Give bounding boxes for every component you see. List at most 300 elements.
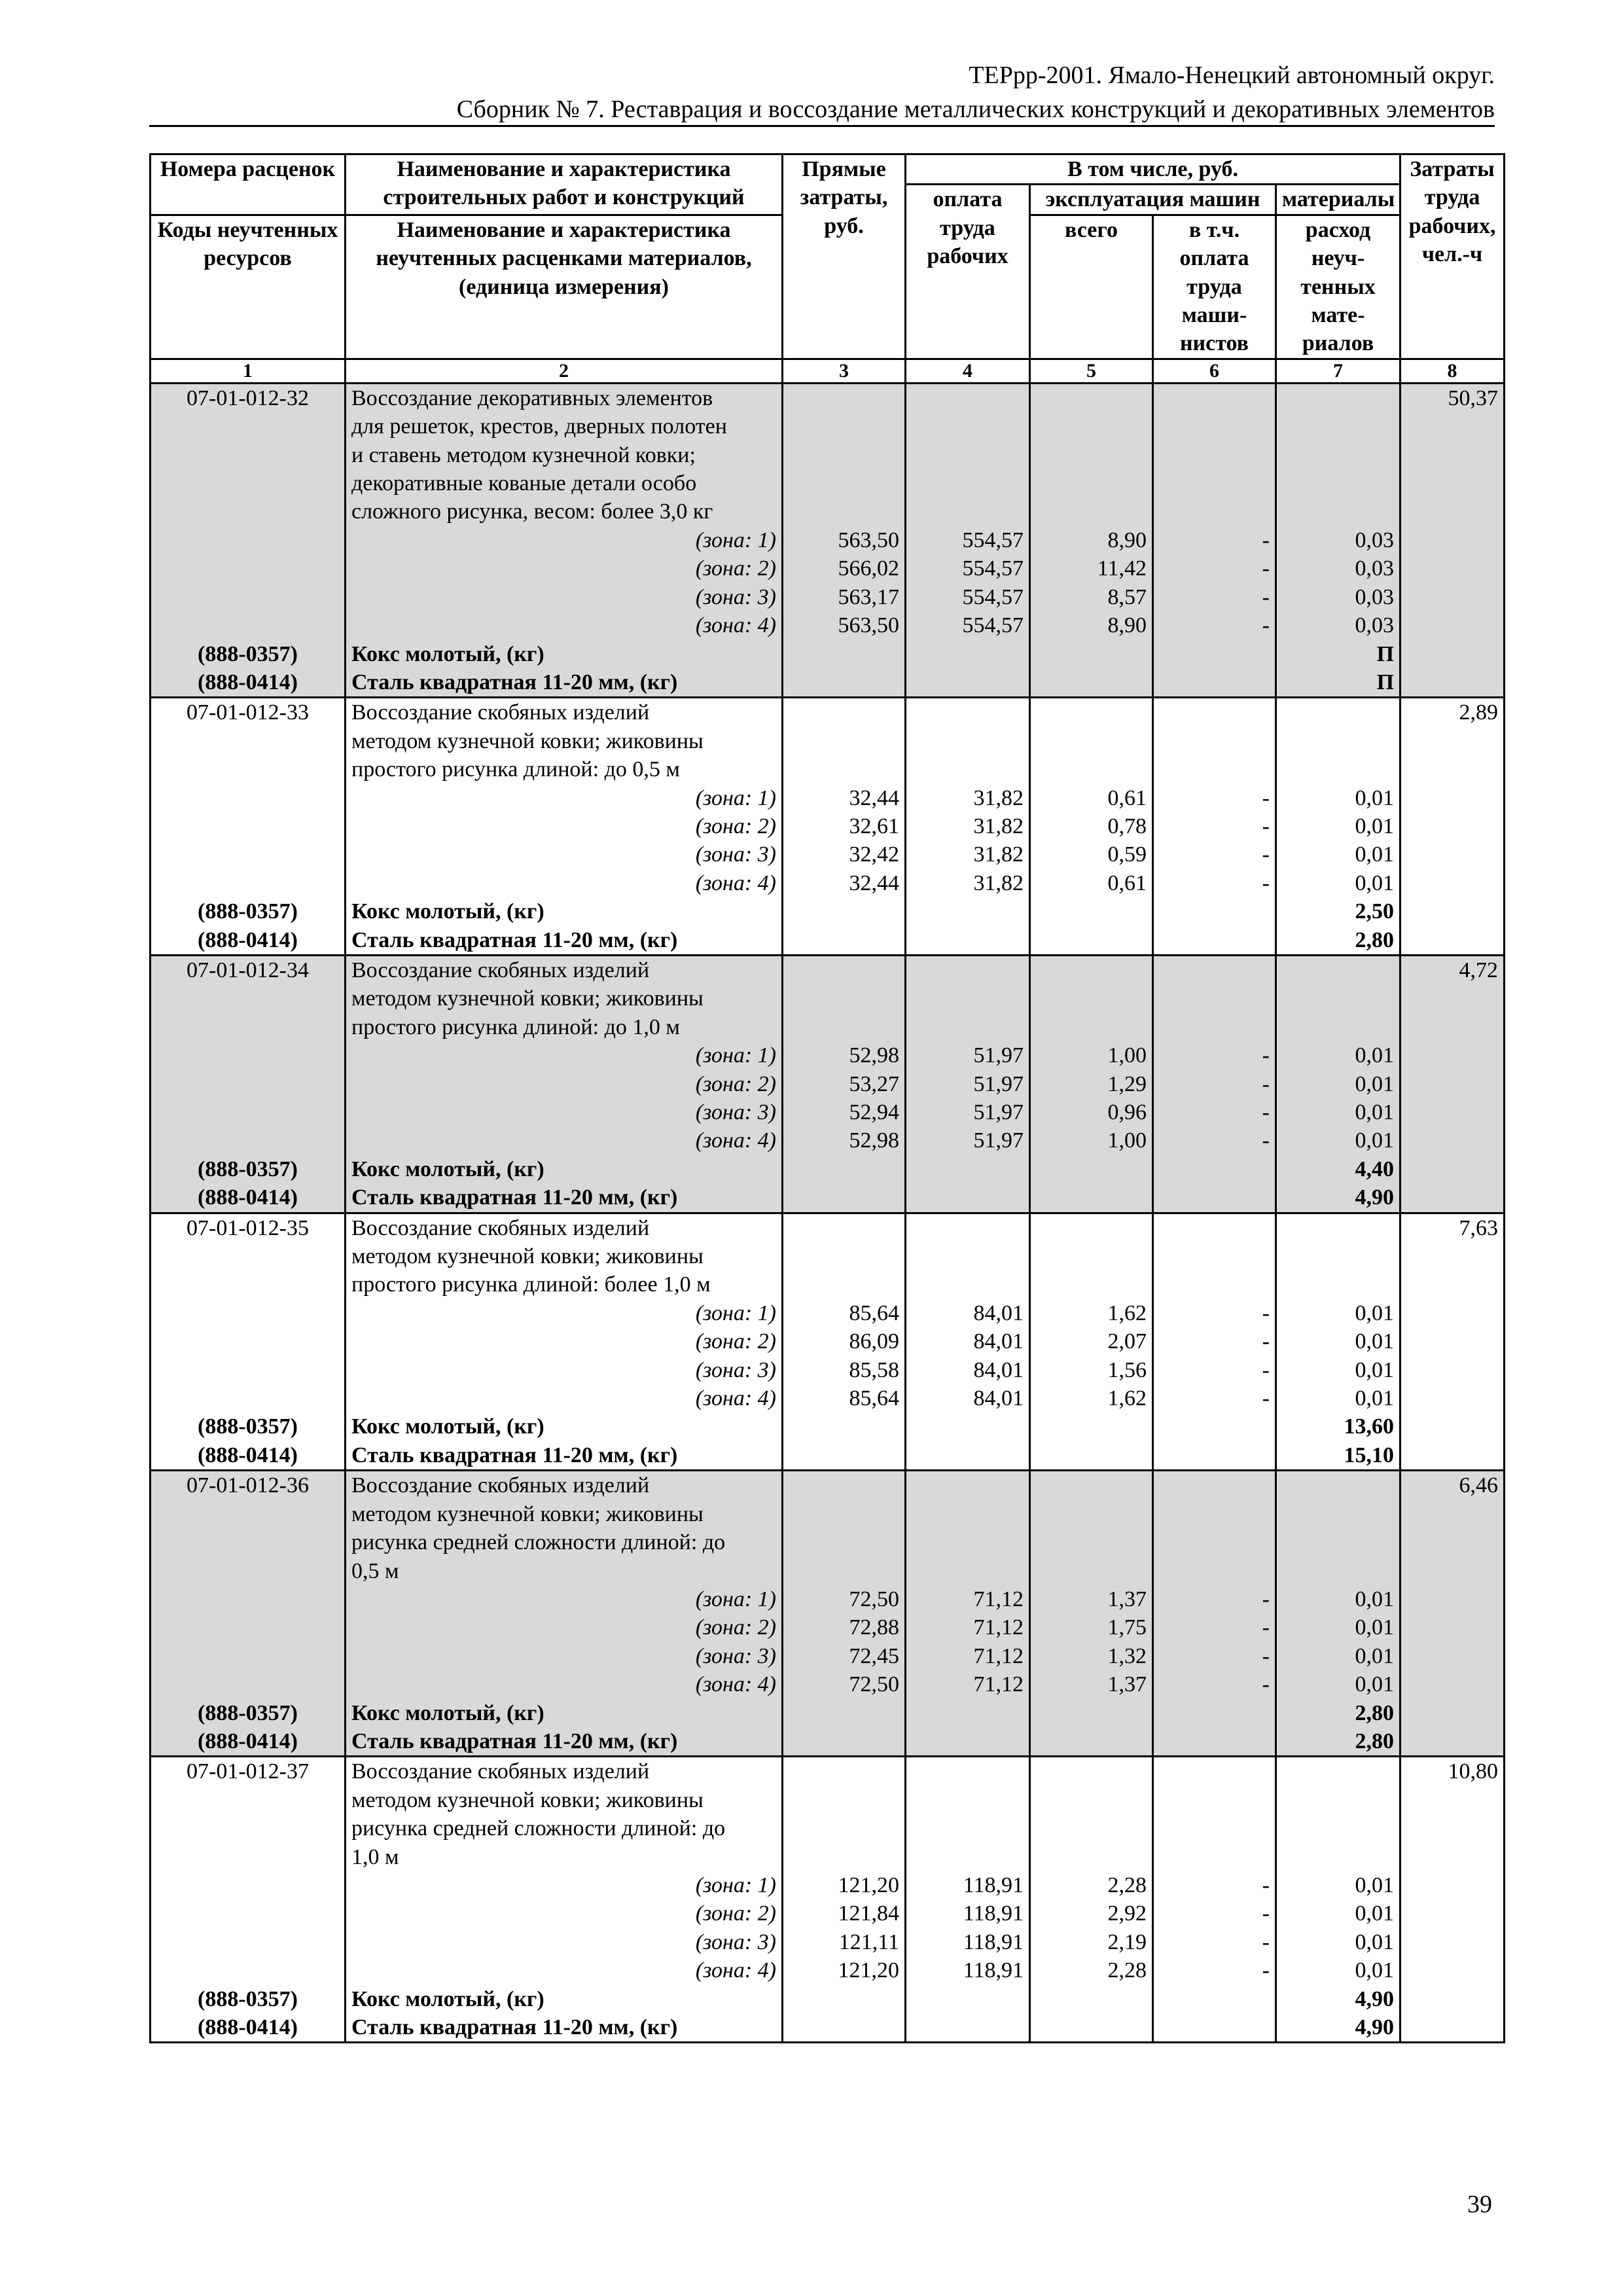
column-number: 3 [783,359,906,383]
resource-code: (888-0357) [151,1699,346,1727]
work-description-line: методом кузнечной ковки; жиковины [346,1786,783,1814]
worker-wage: 51,97 [906,1098,1030,1126]
operator-wage: - [1153,1613,1276,1641]
table-row [151,383,1505,412]
empty-cell [1153,1814,1276,1842]
table-row [151,1727,1505,1757]
empty-cell [783,1699,906,1727]
operator-wage: - [1153,1356,1276,1384]
empty-cell [1276,984,1400,1013]
operator-wage: - [1153,1585,1276,1613]
table-row [151,668,1505,698]
empty-cell [906,1471,1030,1500]
worker-wage: 118,91 [906,1928,1030,1956]
column-number: 4 [906,359,1030,383]
worker-wage: 84,01 [906,1299,1030,1327]
empty-cell [1276,1242,1400,1270]
empty-cell [906,1155,1030,1183]
empty-cell [1030,1843,1153,1871]
empty-cell [1400,1098,1505,1126]
table-row [151,1871,1505,1899]
empty-cell [1153,698,1276,727]
table-row [151,1270,1505,1299]
work-description-line: методом кузнечной ковки; жиковины [346,984,783,1013]
table-row [151,1699,1505,1727]
empty-cell [783,441,906,469]
machine-cost: 0,78 [1030,812,1153,840]
empty-cell [151,1384,346,1412]
empty-cell [1030,1242,1153,1270]
empty-cell [1153,412,1276,440]
zone-label: (зона: 4) [346,1956,783,1984]
empty-cell [783,1213,906,1242]
worker-wage: 51,97 [906,1070,1030,1098]
column-number: 2 [346,359,783,383]
worker-wage: 554,57 [906,554,1030,583]
empty-cell [1400,1356,1505,1384]
empty-cell [151,784,346,812]
empty-cell [151,412,346,440]
empty-cell [1030,727,1153,755]
table-row [151,554,1505,583]
empty-cell [783,640,906,668]
empty-cell [1153,1441,1276,1471]
empty-cell [1030,955,1153,984]
resource-name: Сталь квадратная 11-20 мм, (кг) [346,668,783,698]
empty-cell [1030,1013,1153,1041]
machine-cost: 8,90 [1030,611,1153,639]
empty-cell [1400,1384,1505,1412]
operator-wage: - [1153,784,1276,812]
header-machine-operation: эксплуатация машин [1030,185,1276,215]
table-row [151,1928,1505,1956]
table-row [151,497,1505,526]
empty-cell [1030,1270,1153,1299]
empty-cell [1153,1843,1276,1871]
resource-consumption: П [1276,640,1400,668]
work-description-line: простого рисунка длиной: до 1,0 м [346,1013,783,1041]
zone-label: (зона: 2) [346,1327,783,1355]
empty-cell [1030,1155,1153,1183]
empty-cell [1030,1183,1153,1213]
operator-wage: - [1153,1899,1276,1928]
table-row [151,1155,1505,1183]
rate-code: 07-01-012-37 [151,1757,346,1786]
empty-cell [1400,755,1505,783]
table-row [151,412,1505,440]
empty-cell [1400,1557,1505,1585]
empty-cell [151,611,346,639]
empty-cell [1153,1985,1276,2013]
empty-cell [783,727,906,755]
zone-label: (зона: 1) [346,1299,783,1327]
operator-wage: - [1153,1871,1276,1899]
worker-wage: 71,12 [906,1585,1030,1613]
empty-cell [783,1757,906,1786]
resource-name: Кокс молотый, (кг) [346,1155,783,1183]
worker-wage: 554,57 [906,583,1030,611]
empty-cell [783,1500,906,1528]
empty-cell [151,526,346,554]
empty-cell [1276,1557,1400,1585]
zone-label: (зона: 2) [346,1899,783,1928]
empty-cell [1030,1471,1153,1500]
machine-cost: 1,32 [1030,1642,1153,1670]
zone-label: (зона: 2) [346,1070,783,1098]
empty-cell [1153,1242,1276,1270]
direct-cost: 121,11 [783,1928,906,1956]
operator-wage: - [1153,1956,1276,1984]
empty-cell [1400,441,1505,469]
empty-cell [906,1843,1030,1871]
empty-cell [1276,727,1400,755]
empty-cell [1400,1528,1505,1556]
material-cost: 0,03 [1276,526,1400,554]
table-row [151,1843,1505,1871]
direct-cost: 72,50 [783,1585,906,1613]
page-number: 39 [1467,2191,1492,2218]
column-number: 1 [151,359,346,383]
empty-cell [1030,755,1153,783]
empty-cell [1276,1013,1400,1041]
direct-cost: 72,88 [783,1613,906,1641]
column-number: 5 [1030,359,1153,383]
empty-cell [906,469,1030,497]
rate-code: 07-01-012-36 [151,1471,346,1500]
empty-cell [151,1500,346,1528]
work-description-line: сложного рисунка, весом: более 3,0 кг [346,497,783,526]
empty-cell [151,497,346,526]
empty-cell [1276,1500,1400,1528]
empty-cell [1400,1299,1505,1327]
empty-cell [1400,1585,1505,1613]
empty-cell [1153,1786,1276,1814]
empty-cell [783,668,906,698]
zone-label: (зона: 1) [346,1585,783,1613]
direct-cost: 32,61 [783,812,906,840]
empty-cell [783,1843,906,1871]
rate-code: 07-01-012-35 [151,1213,346,1242]
empty-cell [151,1098,346,1126]
empty-cell [906,1183,1030,1213]
empty-cell [151,1013,346,1041]
empty-cell [906,412,1030,440]
empty-cell [1400,1013,1505,1041]
table-row [151,611,1505,639]
direct-cost: 121,84 [783,1899,906,1928]
resource-consumption: 4,90 [1276,2013,1400,2043]
empty-cell [1400,1613,1505,1641]
machine-cost: 1,29 [1030,1070,1153,1098]
empty-cell [1276,1213,1400,1242]
empty-cell [783,1155,906,1183]
work-description-line: рисунка средней сложности длиной: до [346,1528,783,1556]
resource-consumption: 2,80 [1276,1727,1400,1757]
direct-cost: 563,17 [783,583,906,611]
header-worker-wages: оплата труда рабочих [906,185,1030,359]
empty-cell [906,497,1030,526]
empty-cell [906,383,1030,412]
empty-cell [1153,1270,1276,1299]
resource-code: (888-0357) [151,1985,346,2013]
empty-cell [1400,1500,1505,1528]
worker-wage: 554,57 [906,526,1030,554]
empty-cell [783,897,906,925]
machine-cost: 1,62 [1030,1384,1153,1412]
table-row [151,1098,1505,1126]
empty-cell [1030,1528,1153,1556]
empty-cell [1400,1814,1505,1842]
empty-cell [1400,784,1505,812]
table-row [151,869,1505,897]
rate-item [151,1213,1505,1471]
direct-cost: 86,09 [783,1327,906,1355]
work-description-line: Воссоздание скобяных изделий [346,1757,783,1786]
worker-wage: 84,01 [906,1327,1030,1355]
table-row [151,1500,1505,1528]
empty-cell [783,1441,906,1471]
running-header-title: ТЕРрр-2001. Ямало-Ненецкий автономный округ. [969,62,1495,89]
empty-cell [906,926,1030,956]
worker-wage: 71,12 [906,1613,1030,1641]
empty-cell [151,1956,346,1984]
empty-cell [1400,812,1505,840]
table-row [151,640,1505,668]
empty-cell [783,412,906,440]
resource-name: Кокс молотый, (кг) [346,1412,783,1441]
table-row [151,1814,1505,1842]
empty-cell [1153,1528,1276,1556]
material-cost: 0,01 [1276,840,1400,869]
worker-wage: 84,01 [906,1384,1030,1412]
worker-wage: 51,97 [906,1041,1030,1069]
empty-cell [1153,1757,1276,1786]
resource-consumption: 2,80 [1276,926,1400,956]
empty-cell [1276,1528,1400,1556]
empty-cell [1030,1985,1153,2013]
empty-cell [1400,984,1505,1013]
empty-cell [1030,2013,1153,2043]
empty-cell [1400,554,1505,583]
empty-cell [906,1500,1030,1528]
empty-cell [1400,640,1505,668]
empty-cell [151,583,346,611]
table-row [151,1327,1505,1355]
table-row [151,1985,1505,2013]
empty-cell [1400,497,1505,526]
zone-label: (зона: 1) [346,784,783,812]
operator-wage: - [1153,583,1276,611]
resource-name: Кокс молотый, (кг) [346,1699,783,1727]
resource-code: (888-0414) [151,668,346,698]
empty-cell [151,1613,346,1641]
material-cost: 0,01 [1276,1642,1400,1670]
empty-cell [1400,1183,1505,1213]
empty-cell [783,1412,906,1441]
empty-cell [1153,668,1276,698]
resource-code: (888-0357) [151,1412,346,1441]
operator-wage: - [1153,1041,1276,1069]
header-rule [149,125,1495,127]
empty-cell [783,984,906,1013]
empty-cell [1153,1727,1276,1757]
empty-cell [1400,1985,1505,2013]
empty-cell [1153,441,1276,469]
material-cost: 0,01 [1276,1928,1400,1956]
machine-cost: 0,96 [1030,1098,1153,1126]
work-description-line: Воссоздание декоративных элементов [346,383,783,412]
empty-cell [151,1899,346,1928]
empty-cell [151,1642,346,1670]
empty-cell [1276,755,1400,783]
empty-cell [1400,1871,1505,1899]
table-row [151,1757,1505,1786]
empty-cell [1276,497,1400,526]
empty-cell [783,1727,906,1757]
empty-cell [1400,2013,1505,2043]
table-row [151,1412,1505,1441]
table-header [151,154,1505,384]
operator-wage: - [1153,812,1276,840]
resource-code: (888-0357) [151,897,346,925]
empty-cell [783,1242,906,1270]
direct-cost: 32,44 [783,869,906,897]
empty-cell [1153,1155,1276,1183]
table-row [151,1899,1505,1928]
empty-cell [1400,1412,1505,1441]
empty-cell [906,1270,1030,1299]
empty-cell [151,1242,346,1270]
empty-cell [783,469,906,497]
empty-cell [1030,668,1153,698]
empty-cell [906,1727,1030,1757]
labor-cost: 4,72 [1400,955,1505,984]
table-row [151,526,1505,554]
empty-cell [1276,1843,1400,1871]
labor-cost: 7,63 [1400,1213,1505,1242]
empty-cell [1153,383,1276,412]
zone-label: (зона: 3) [346,1098,783,1126]
empty-cell [151,1557,346,1585]
empty-cell [1030,1500,1153,1528]
empty-cell [1400,583,1505,611]
direct-cost: 32,42 [783,840,906,869]
work-description-line: методом кузнечной ковки; жиковины [346,1500,783,1528]
material-cost: 0,03 [1276,611,1400,639]
table-row [151,1070,1505,1098]
empty-cell [1153,1183,1276,1213]
machine-cost: 11,42 [1030,554,1153,583]
empty-cell [1400,526,1505,554]
empty-cell [1400,668,1505,698]
empty-cell [1276,1786,1400,1814]
resource-name: Кокс молотый, (кг) [346,640,783,668]
machine-cost: 2,28 [1030,1871,1153,1899]
header-rate-numbers: Номера расценок [151,154,346,215]
operator-wage: - [1153,1299,1276,1327]
empty-cell [1400,1155,1505,1183]
header-machines-total: всего [1030,215,1153,359]
empty-cell [1153,1412,1276,1441]
resource-consumption: 2,50 [1276,897,1400,925]
worker-wage: 31,82 [906,812,1030,840]
empty-cell [1276,1814,1400,1842]
empty-cell [1400,1642,1505,1670]
work-description-line: Воссоздание скобяных изделий [346,698,783,727]
empty-cell [151,1041,346,1069]
empty-cell [783,1013,906,1041]
empty-cell [151,1070,346,1098]
work-description-line: 0,5 м [346,1557,783,1585]
empty-cell [1400,1270,1505,1299]
empty-cell [1030,1213,1153,1242]
operator-wage: - [1153,1642,1276,1670]
worker-wage: 31,82 [906,869,1030,897]
empty-cell [783,1985,906,2013]
zone-label: (зона: 2) [346,554,783,583]
worker-wage: 71,12 [906,1670,1030,1698]
empty-cell [906,1441,1030,1471]
empty-cell [783,2013,906,2043]
resource-code: (888-0414) [151,1727,346,1757]
material-cost: 0,01 [1276,1098,1400,1126]
zone-label: (зона: 4) [346,869,783,897]
empty-cell [151,1270,346,1299]
zone-label: (зона: 1) [346,1041,783,1069]
machine-cost: 1,00 [1030,1041,1153,1069]
operator-wage: - [1153,554,1276,583]
direct-cost: 563,50 [783,611,906,639]
empty-cell [906,1242,1030,1270]
zone-label: (зона: 3) [346,840,783,869]
empty-cell [1030,1557,1153,1585]
table-row [151,1126,1505,1155]
machine-cost: 1,56 [1030,1356,1153,1384]
direct-cost: 121,20 [783,1871,906,1899]
direct-cost: 52,98 [783,1041,906,1069]
operator-wage: - [1153,526,1276,554]
empty-cell [1276,698,1400,727]
operator-wage: - [1153,1327,1276,1355]
worker-wage: 554,57 [906,611,1030,639]
operator-wage: - [1153,1928,1276,1956]
empty-cell [1030,1441,1153,1471]
empty-cell [1153,984,1276,1013]
empty-cell [151,1356,346,1384]
empty-cell [906,1699,1030,1727]
worker-wage: 71,12 [906,1642,1030,1670]
material-cost: 0,03 [1276,554,1400,583]
empty-cell [1400,840,1505,869]
worker-wage: 31,82 [906,784,1030,812]
material-cost: 0,01 [1276,1871,1400,1899]
machine-cost: 8,57 [1030,583,1153,611]
empty-cell [151,554,346,583]
empty-cell [151,1528,346,1556]
empty-cell [1276,1270,1400,1299]
material-cost: 0,01 [1276,1384,1400,1412]
material-cost: 0,01 [1276,1041,1400,1069]
empty-cell [1153,469,1276,497]
zone-label: (зона: 3) [346,583,783,611]
empty-cell [1400,469,1505,497]
direct-cost: 563,50 [783,526,906,554]
table-row [151,840,1505,869]
empty-cell [151,984,346,1013]
empty-cell [1400,1041,1505,1069]
table-row [151,1613,1505,1641]
material-cost: 0,01 [1276,1899,1400,1928]
